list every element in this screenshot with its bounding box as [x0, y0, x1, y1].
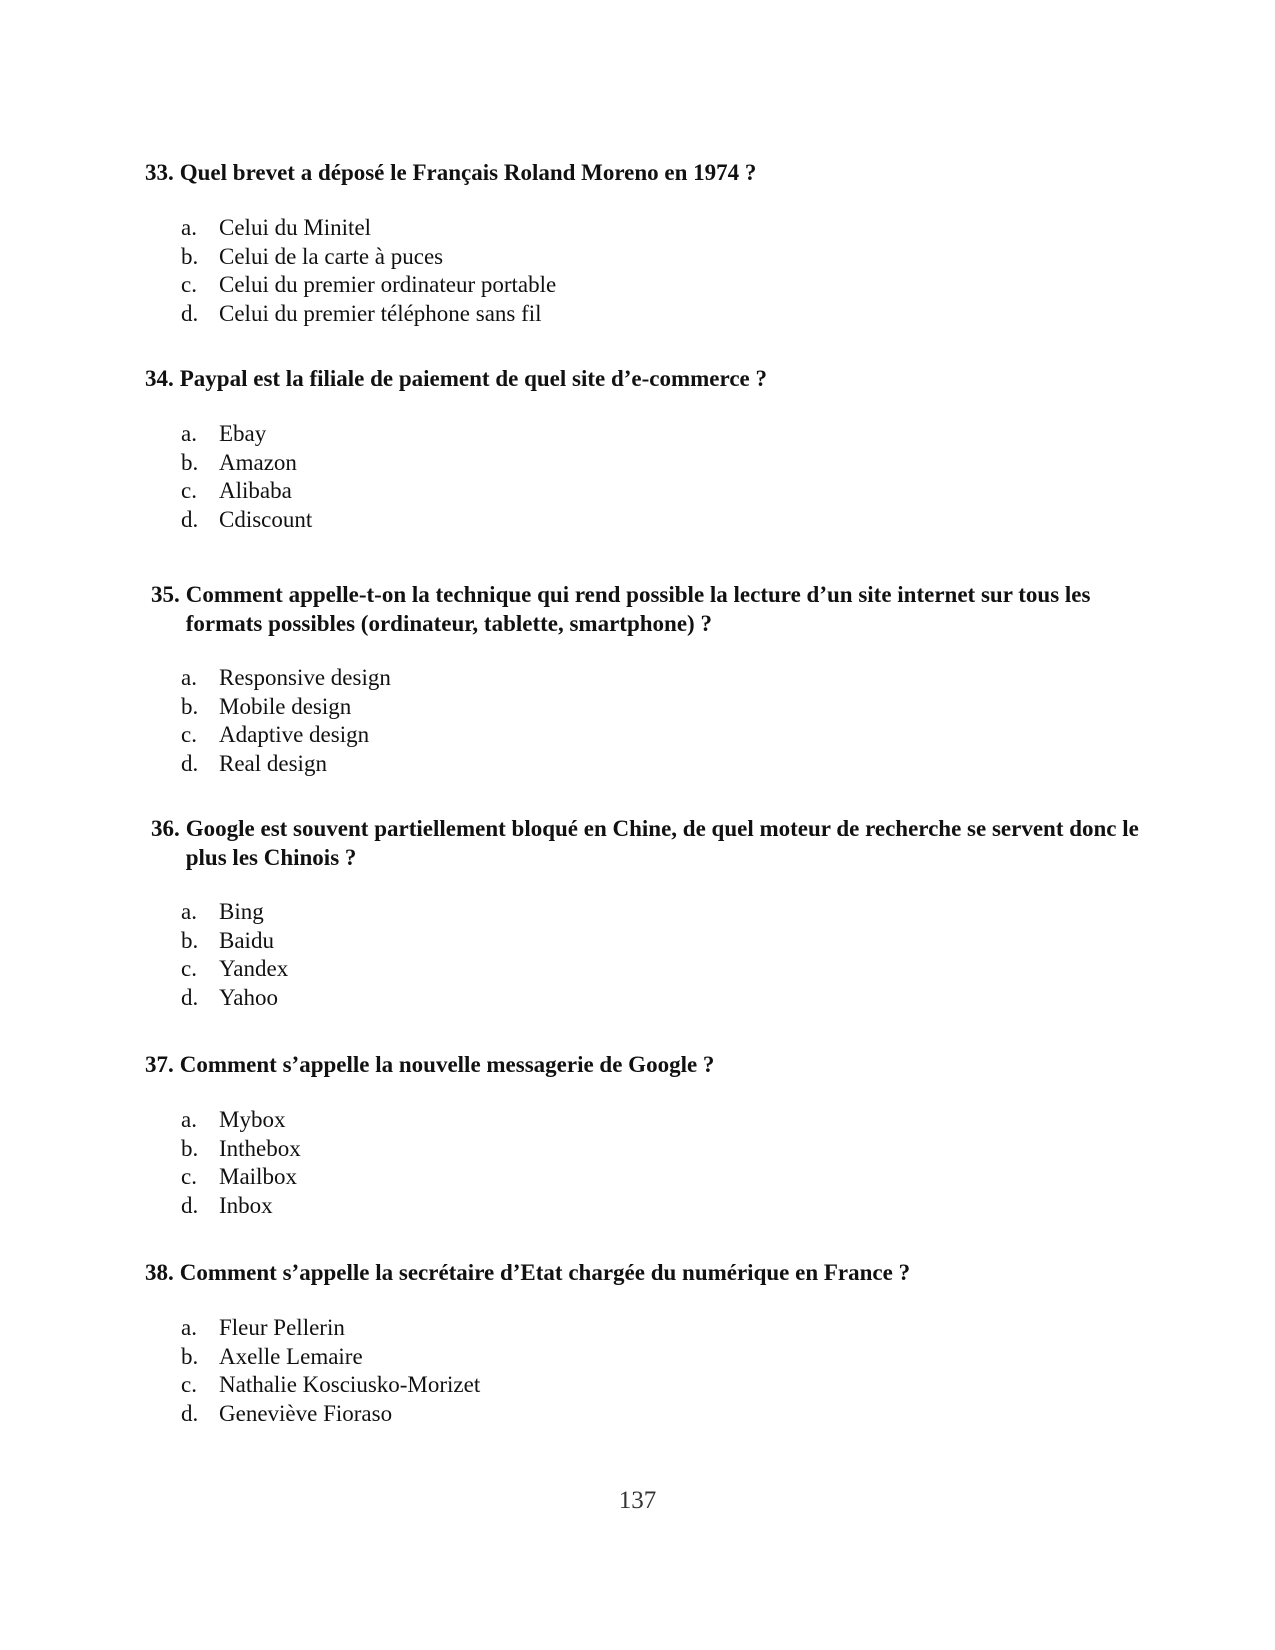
answer-option-c	[181, 477, 312, 506]
option-letter: a.	[181, 215, 197, 240]
option-text: Mobile design	[219, 693, 352, 719]
option-text: Bing	[219, 899, 264, 924]
answer-option-c	[181, 1371, 480, 1400]
answer-option-b	[181, 927, 288, 956]
option-text: Celui du premier téléphone sans fil	[219, 300, 542, 326]
question-title	[145, 1050, 1135, 1079]
option-letter: b.	[181, 1343, 199, 1369]
question-text: Paypal est la filiale de paiement de quel site d’e-commerce ?	[179, 366, 767, 391]
question-text: Comment s’appelle la secrétaire d’Etat chargée du numérique en France ?	[179, 1260, 911, 1285]
answer-option-b	[181, 693, 391, 722]
option-text: Mailbox	[219, 1164, 297, 1189]
question-number: 33.	[145, 160, 174, 185]
option-letter: c.	[181, 722, 197, 747]
answer-option-b	[181, 1343, 480, 1372]
option-text: Yahoo	[219, 984, 279, 1010]
option-text: Celui du premier ordinateur portable	[219, 272, 557, 297]
option-text: Celui de la carte à puces	[219, 243, 444, 269]
answer-option-b	[181, 1135, 301, 1164]
answer-option-c	[181, 955, 288, 984]
option-text: Real design	[219, 750, 327, 776]
option-letter: a.	[181, 1107, 197, 1132]
option-letter: a.	[181, 421, 197, 446]
question-text: Quel brevet a déposé le Français Roland Moreno en 1974 ?	[179, 160, 757, 185]
option-letter: b.	[181, 449, 199, 475]
answer-option-d	[181, 984, 288, 1013]
option-letter: b.	[181, 1135, 199, 1161]
question-title	[145, 1258, 1135, 1287]
question-title	[151, 580, 1141, 638]
question-title	[151, 814, 1141, 872]
answer-option-b	[181, 449, 312, 478]
answer-option-a	[181, 1314, 480, 1343]
answer-option-c	[181, 1163, 301, 1192]
option-letter: c.	[181, 478, 197, 503]
option-letter: b.	[181, 927, 199, 953]
option-text: Axelle Lemaire	[219, 1343, 363, 1369]
option-letter: b.	[181, 243, 199, 269]
option-letter: c.	[181, 956, 197, 981]
option-text: Geneviève Fioraso	[219, 1400, 393, 1426]
answer-option-b	[181, 243, 556, 272]
answer-option-a	[181, 1106, 301, 1135]
question-title	[145, 364, 1135, 393]
answer-option-d	[181, 506, 312, 535]
option-text: Celui du Minitel	[219, 215, 372, 240]
option-letter: c.	[181, 1372, 197, 1397]
question-text: Comment s’appelle la nouvelle messagerie de Google ?	[179, 1052, 715, 1077]
question-text: Comment appelle-t-on la technique qui rend possible la lecture d’un site internet sur tous les formats possibles (ordinateur, tablette, smartphone) ?	[185, 582, 1091, 636]
answer-options	[181, 1314, 480, 1428]
option-text: Adaptive design	[219, 722, 370, 747]
question-number: 37.	[145, 1052, 174, 1077]
question-number: 38.	[145, 1260, 174, 1285]
option-text: Baidu	[219, 927, 274, 953]
option-letter: a.	[181, 665, 197, 690]
answer-option-d	[181, 1192, 301, 1221]
option-text: Yandex	[219, 956, 289, 981]
question-number: 36.	[151, 816, 180, 841]
answer-options	[181, 214, 556, 328]
option-text: Amazon	[219, 449, 297, 475]
question-title	[145, 158, 1135, 187]
answer-options	[181, 1106, 301, 1220]
answer-option-a	[181, 214, 556, 243]
answer-option-c	[181, 271, 556, 300]
option-text: Mybox	[219, 1107, 286, 1132]
option-letter: d.	[181, 506, 199, 532]
option-letter: a.	[181, 1315, 197, 1340]
question-text: Google est souvent partiellement bloqué en Chine, de quel moteur de recherche se servent donc le plus les Chinois ?	[185, 816, 1139, 870]
option-text: Alibaba	[219, 478, 292, 503]
option-text: Responsive design	[219, 665, 391, 690]
answer-options	[181, 420, 312, 534]
option-letter: a.	[181, 899, 197, 924]
option-text: Fleur Pellerin	[219, 1315, 345, 1340]
option-letter: c.	[181, 272, 197, 297]
option-text: Inthebox	[219, 1135, 301, 1161]
option-letter: c.	[181, 1164, 197, 1189]
option-letter: d.	[181, 984, 199, 1010]
option-letter: d.	[181, 1192, 199, 1218]
option-letter: b.	[181, 693, 199, 719]
answer-option-a	[181, 898, 288, 927]
answer-option-c	[181, 721, 391, 750]
option-letter: d.	[181, 1400, 199, 1426]
page-number: 137	[618, 1487, 657, 1514]
answer-options	[181, 898, 288, 1012]
question-number: 35.	[151, 582, 180, 607]
answer-option-a	[181, 664, 391, 693]
answer-options	[181, 664, 391, 778]
question-number: 34.	[145, 366, 174, 391]
option-text: Cdiscount	[219, 506, 313, 532]
answer-option-d	[181, 300, 556, 329]
option-text: Inbox	[219, 1192, 273, 1218]
option-text: Ebay	[219, 421, 267, 446]
option-letter: d.	[181, 300, 199, 326]
answer-option-d	[181, 750, 391, 779]
option-letter: d.	[181, 750, 199, 776]
option-text: Nathalie Kosciusko-Morizet	[219, 1372, 481, 1397]
answer-option-a	[181, 420, 312, 449]
answer-option-d	[181, 1400, 480, 1429]
